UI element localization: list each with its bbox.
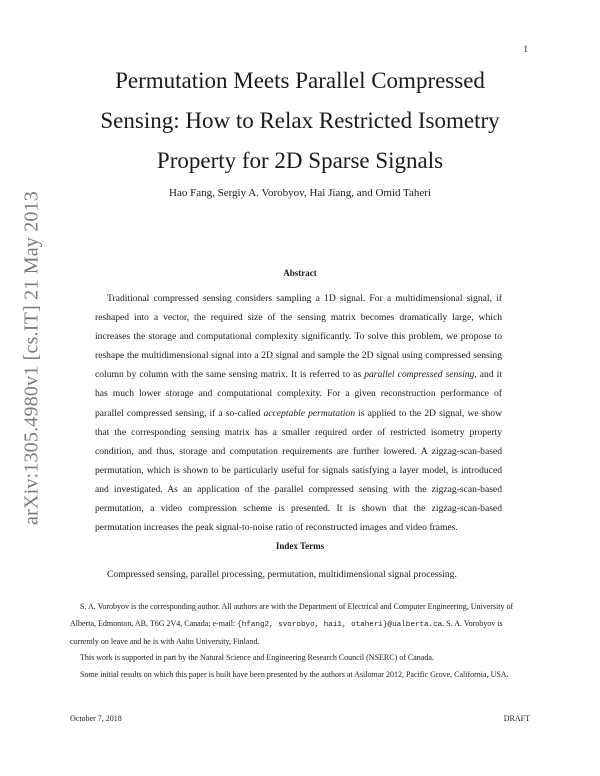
footer-draft-label: DRAFT (503, 714, 530, 723)
author-list: Hao Fang, Sergiy A. Vorobyov, Hai Jiang, and Omid Taheri (169, 187, 431, 199)
arxiv-side-stamp (0, 0, 60, 776)
abstract-text-part-3: is applied to the 2D signal, we show that the corresponding sensing matrix has a smaller required order of restricted isometry property condition, and thus, storage and computation requirements are further lowered. A zigzag-scan-based permutation, which is shown to be particularly useful for signals satisfying a layer model, is introduced and investigated. As an application of the parallel compressed sensing with the zigzag-scan-based permutation, a video compression scheme is presented. It is shown that the zigzag-scan-based permutation increases the peak signal-to-noise ratio of reconstructed images and video frames. (95, 407, 502, 534)
page-number: 1 (523, 44, 528, 54)
footnote-funding: This work is supported in part by the Natural Science and Engineering Research Council (NSERC) of Canada. (80, 653, 434, 663)
abstract-paragraph (95, 289, 502, 537)
abstract-term-acceptable-permutation: acceptable permutation (263, 407, 356, 419)
arxiv-identifier: arXiv:1305.4980v1 [cs.IT] 21 May 2013 (20, 190, 43, 526)
footnotes (70, 599, 530, 684)
abstract-term-parallel-cs: parallel compressed sensing (364, 369, 475, 381)
footnote-prior-work: Some initial results on which this paper is built have been presented by the authors at Asilomar 2012, Pacific Grove, California, USA. (80, 670, 509, 680)
footer-date: October 7, 2018 (70, 714, 122, 723)
title-line-1: Permutation Meets Parallel Compressed (115, 68, 485, 93)
affiliation-text-2: . S. A. Vorobyov is currently on leave and he is with Aalto University, Finland. (70, 618, 503, 646)
abstract-body (95, 289, 502, 537)
abstract-text-part-2: , and it has much lower storage and computational complexity. For a given reconstruction performance of parallel compressed sensing, if a so-called (95, 369, 502, 419)
index-terms-text: Compressed sensing, parallel processing, permutation, multidimensional signal processing. (107, 569, 457, 580)
email-addresses: {hfang2, svorobyo, hai1, otaheri}@ualberta.ca (237, 620, 443, 629)
index-terms-heading: Index Terms (275, 541, 325, 551)
abstract-text-part-1: Traditional compressed sensing considers sampling a 1D signal. For a multidimensional signal, if reshaped into a vector, the required size of the sensing matrix becomes dramatically large, which increases the storage and computational complexity significantly. To solve this problem, we propose to reshape the multidimensional signal into a 2D signal and sample the 2D signal using compressed sensing column by column with the same sensing matrix. It is referred to as (95, 293, 502, 381)
abstract-heading: Abstract (283, 268, 317, 278)
footnote-affiliation (70, 599, 530, 650)
paper-title (70, 61, 530, 181)
title-line-2: Sensing: How to Relax Restricted Isometry (100, 108, 500, 133)
affiliation-text-1: S. A. Vorobyov is the corresponding author. All authors are with the Department of Electrical and Computer Engineering, University of Alberta, Edmonton, AB, T6G 2V4, Canada; e-mail: (70, 602, 514, 628)
title-line-3: Property for 2D Sparse Signals (156, 148, 444, 173)
